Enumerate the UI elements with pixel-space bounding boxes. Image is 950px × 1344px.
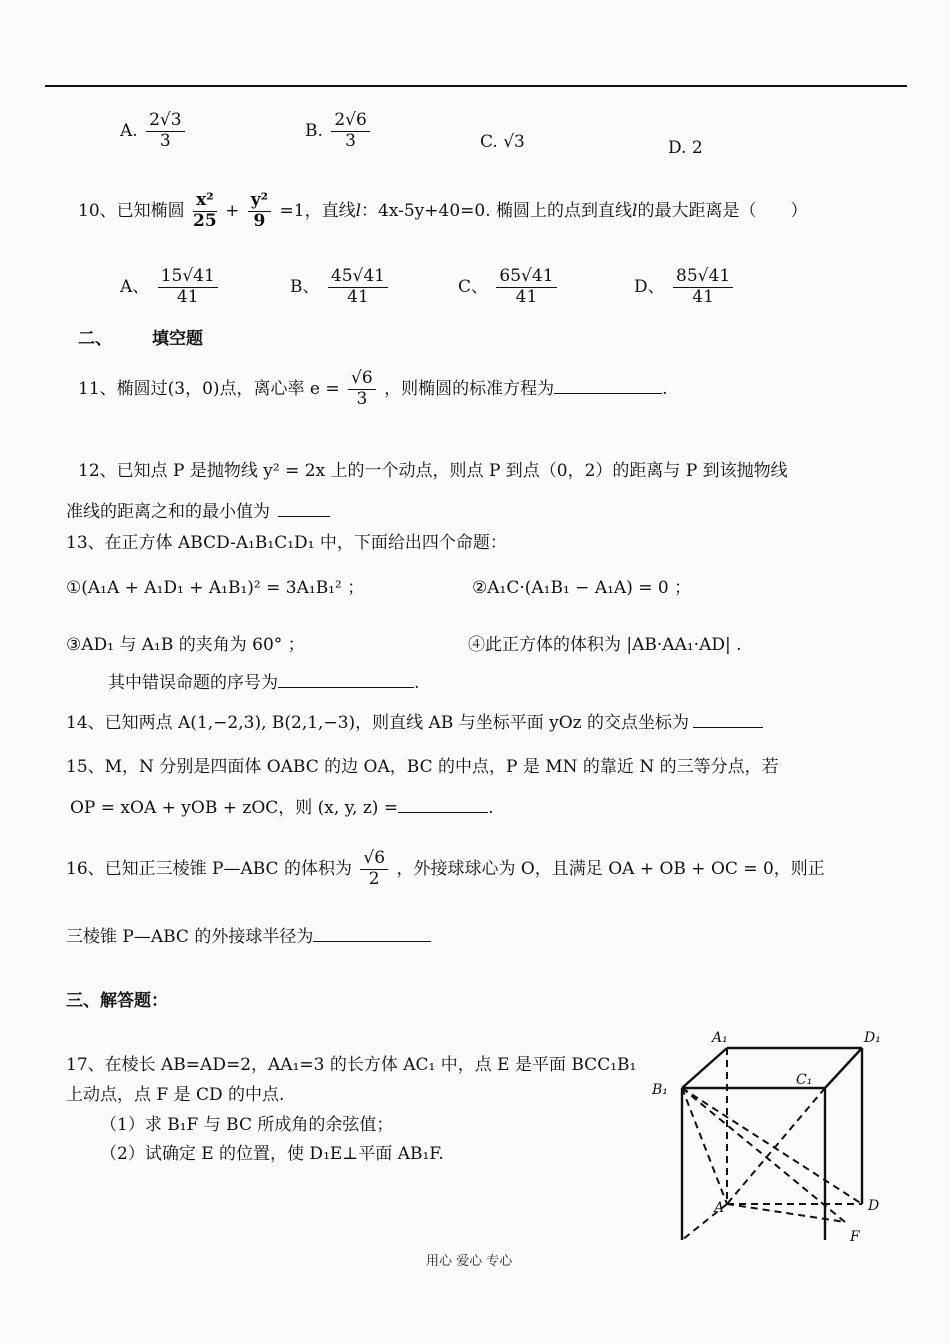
q13-intro: 13、在正方体 ABCD-A₁B₁C₁D₁ 中，下面给出四个命题： — [66, 533, 507, 553]
q16-answer-blank[interactable] — [313, 927, 431, 942]
q16-line1: 16、已知正三棱锥 P—ABC 的体积为 $\frac{√6}{2}$ ，外接球球心为 O，且满足 OA + OB + OC = 0，则正 — [66, 848, 825, 889]
q13-proposition-4: ④此正方体的体积为 |AB·AA₁·AD| . — [468, 635, 742, 655]
section-3-heading: 三、解答题： — [66, 991, 168, 1011]
q14: 14、已知两点 A(1,−2,3), B(2,1,−3)，则直线 AB 与坐标平面 yOz 的交点坐标为 — [66, 708, 763, 733]
q13-proposition-3: ③AD₁ 与 A₁B 的夹角为 60° ； — [66, 635, 305, 655]
q17-part-2: （2）试确定 E 的位置，使 D₁E⊥平面 AB₁F. — [100, 1144, 444, 1164]
label-C1: C₁ — [796, 1072, 813, 1088]
q17-line1: 17、在棱长 AB=AD=2，AA₁=3 的长方体 AC₁ 中，点 E 是平面 BCC₁B₁ — [66, 1055, 637, 1075]
q10-stem: 10、已知椭圆 $\frac{\text{x²}}{25}$ + $\frac{\text{y²}}{9}$ =1，直线l：4x-5y+40=0. 椭圆上的点到直线l的最大距离是（ ） — [78, 190, 808, 231]
q15-answer-blank[interactable] — [398, 798, 488, 813]
q17-line2: 上动点，点 F 是 CD 的中点. — [66, 1085, 285, 1105]
q10-option-b: B、 $\frac{45√41}{41}$ — [290, 268, 391, 307]
q12-line2: 准线的距离之和的最小值为 — [66, 497, 330, 522]
cuboid-figure — [640, 1024, 910, 1249]
q9-option-c: C. √3 — [480, 132, 525, 152]
q9-option-d: D. 2 — [668, 138, 703, 158]
q17-part-1: （1）求 B₁F 与 BC 所成角的余弦值； — [100, 1115, 394, 1135]
label-B1: B₁ — [652, 1082, 668, 1098]
q9-option-b: B. $\frac{2√6}{3}$ — [305, 112, 373, 151]
q12-answer-blank[interactable] — [278, 502, 330, 517]
q10-option-d: D、 $\frac{85√41}{41}$ — [634, 268, 736, 307]
q10-option-a: A、 $\frac{15√41}{41}$ — [120, 268, 221, 307]
label-D1: D₁ — [864, 1030, 881, 1046]
q14-answer-blank[interactable] — [693, 713, 763, 728]
q13-proposition-1: ①(A₁A + A₁D₁ + A₁B₁)² = 3A₁B₁² ； — [66, 578, 365, 598]
q12-line1: 12、已知点 P 是抛物线 y² = 2x 上的一个动点，则点 P 到点（0，2）的距离与 P 到该抛物线 — [78, 461, 788, 481]
q13-answer-blank[interactable] — [278, 673, 414, 688]
q10-option-c: C、 $\frac{65√41}{41}$ — [458, 268, 560, 307]
header-rule — [45, 85, 907, 87]
q15-line1: 15、M，N 分别是四面体 OABC 的边 OA，BC 的中点，P 是 MN 的靠近 N 的三等分点，若 — [66, 757, 779, 777]
label-F: F — [850, 1229, 860, 1245]
q13-proposition-2: ②A₁C·(A₁B₁ − A₁A) = 0 ； — [472, 578, 692, 598]
q11: 11、椭圆过(3，0)点，离心率 e = $\frac{√6}{3}$ ，则椭圆的标准方程为 . — [78, 368, 668, 409]
q11-answer-blank[interactable] — [554, 379, 662, 394]
label-A1: A₁ — [712, 1030, 728, 1046]
q9-option-a: A. $\frac{2√3}{3}$ — [120, 112, 188, 151]
label-A: A — [714, 1200, 725, 1216]
q16-line2: 三棱锥 P—ABC 的外接球半径为 — [66, 922, 431, 947]
label-D: D — [868, 1198, 880, 1214]
q13-question: 其中错误命题的序号为 . — [108, 673, 420, 693]
page-footer: 用心 爱心 专心 — [426, 1254, 513, 1269]
q15-line2: OP = xOA + yOB + zOC，则 (x, y, z) = . — [70, 798, 494, 818]
section-2-heading: 二、 填空题 — [78, 329, 203, 349]
